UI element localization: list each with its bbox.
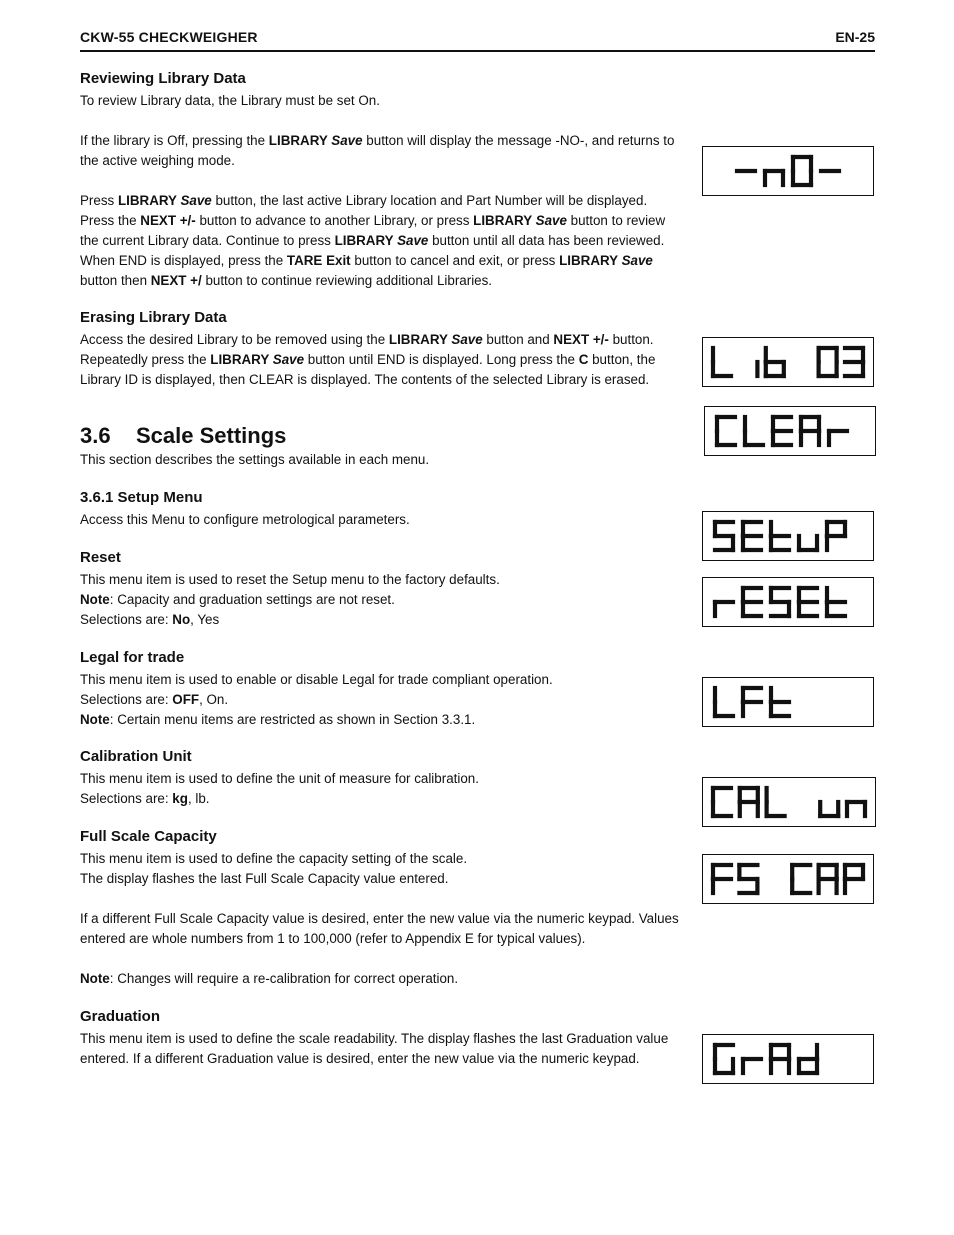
lcd-display-grad bbox=[702, 1034, 874, 1084]
lcd-char bbox=[799, 536, 817, 550]
lcd-display-reset bbox=[702, 577, 874, 627]
lcd-char bbox=[847, 802, 865, 816]
lcd-char bbox=[715, 522, 733, 550]
section-number: 3.6 bbox=[80, 423, 111, 448]
lcd-char bbox=[771, 1045, 789, 1073]
lcd-segments bbox=[703, 512, 873, 560]
lcd-segments bbox=[705, 407, 875, 455]
lcd-segments bbox=[703, 678, 873, 726]
lcd-display-clear bbox=[704, 406, 876, 456]
lcd-segments bbox=[703, 855, 873, 903]
lcd-char bbox=[766, 348, 784, 376]
lcd-char bbox=[771, 688, 789, 716]
heading-legal-for-trade: Legal for trade bbox=[80, 649, 185, 666]
lcd-display-no bbox=[702, 146, 874, 196]
lcd-segments bbox=[703, 778, 875, 826]
scale-settings-paragraph: This section describes the settings available in each menu. bbox=[80, 452, 430, 467]
lcd-char bbox=[819, 865, 837, 893]
lcd-char bbox=[743, 522, 761, 550]
lcd-char bbox=[827, 588, 845, 616]
lcd-char bbox=[713, 788, 731, 816]
lcd-char bbox=[792, 865, 810, 893]
lcd-char bbox=[715, 1045, 733, 1073]
lcd-char bbox=[743, 1059, 761, 1073]
lcd-char bbox=[845, 348, 863, 376]
lcd-char bbox=[793, 157, 811, 185]
lcd-display-setup bbox=[702, 511, 874, 561]
lcd-char bbox=[740, 788, 758, 816]
lcd-char bbox=[743, 688, 761, 716]
lcd-display-fs-cap bbox=[702, 854, 874, 904]
section-title: Scale Settings bbox=[136, 423, 287, 448]
heading-scale-settings bbox=[80, 423, 286, 449]
lcd-char bbox=[773, 417, 791, 445]
heading-reviewing-library-data: Reviewing Library Data bbox=[80, 70, 246, 87]
page-number: EN-25 bbox=[835, 29, 875, 45]
heading-calibration-unit: Calibration Unit bbox=[80, 748, 192, 765]
lcd-char bbox=[829, 431, 847, 445]
lcd-char bbox=[745, 417, 763, 445]
erasing-paragraph: Access the desired Library to be removed using the LIBRARY Save button and NEXT +/- button. Repeatedly press the LIBRARY Save button until END is displayed. Long press the C button, the Library ID is displayed, then CLEAR is displayed. The contents of the selected Library is erased. bbox=[80, 332, 656, 387]
lcd-char bbox=[819, 348, 837, 376]
lcd-char bbox=[767, 788, 785, 816]
lcd-char bbox=[827, 522, 845, 550]
graduation-paragraph: This menu item is used to define the scale readability. The display flashes the last Graduation value entered. If a different Graduation value is desired, enter the new value via the numeric keypad. bbox=[80, 1031, 669, 1066]
heading-graduation: Graduation bbox=[80, 1008, 161, 1025]
lcd-char bbox=[765, 171, 783, 185]
lcd-char bbox=[739, 865, 757, 893]
lcd-segments bbox=[703, 578, 873, 626]
legal-paragraph: This menu item is used to enable or disable Legal for trade compliant operation. Selections are: OFF, On. Note: Certain menu items are restricted as shown in Section 3.3.1. bbox=[80, 672, 553, 727]
calibration-unit-paragraph: This menu item is used to define the unit of measure for calibration. Selections are: kg, lb. bbox=[80, 771, 479, 806]
setup-menu-paragraph: Access this Menu to configure metrological parameters. bbox=[80, 512, 410, 527]
fs-capacity-paragraph-2: If a different Full Scale Capacity value is desired, enter the new value via the numeric keypad. Values entered are whole numbers from 1 to 100,000 (refer to Appendix E for typical values). bbox=[80, 911, 679, 946]
lcd-char bbox=[771, 522, 789, 550]
lcd-char bbox=[715, 602, 733, 616]
lcd-char bbox=[845, 865, 863, 893]
lcd-char bbox=[820, 802, 838, 816]
lcd-segments bbox=[703, 1035, 873, 1083]
fs-capacity-note: Note: Changes will require a re-calibration for correct operation. bbox=[80, 971, 459, 986]
fs-capacity-paragraph-1: This menu item is used to define the capacity setting of the scale. The display flashes the last Full Scale Capacity value entered. bbox=[80, 851, 468, 886]
lcd-char bbox=[715, 688, 733, 716]
lcd-char bbox=[801, 417, 819, 445]
lcd-char bbox=[713, 865, 731, 893]
lcd-segments bbox=[703, 338, 873, 386]
reviewing-paragraph-3: Press LIBRARY Save button, the last active Library location and Part Number will be displayed. Press the NEXT +/- button to advance to another Library, or press LIBRARY Save button to review the current Library data. Continue to press LIBRARY Save button until all data has been reviewed. When END is displayed, press the TARE Exit button to cancel and exit, or press LIBRARY Save button then NEXT +/ button to continue reviewing additional Libraries. bbox=[80, 193, 666, 288]
page-header bbox=[80, 28, 875, 52]
document-title: CKW-55 CHECKWEIGHER bbox=[80, 29, 258, 45]
heading-reset: Reset bbox=[80, 549, 121, 566]
lcd-display-lft bbox=[702, 677, 874, 727]
reset-paragraph: This menu item is used to reset the Setup menu to the factory defaults. Note: Capacity and graduation settings are not reset. Selections are: No, Yes bbox=[80, 572, 500, 627]
reviewing-paragraph-2: If the library is Off, pressing the LIBRARY Save button will display the message -NO-, and returns to the active weighing mode. bbox=[80, 133, 675, 168]
heading-setup-menu: 3.6.1 Setup Menu bbox=[80, 489, 203, 506]
lcd-char bbox=[771, 588, 789, 616]
lcd-char bbox=[743, 588, 761, 616]
lcd-char bbox=[799, 588, 817, 616]
lcd-char bbox=[713, 348, 731, 376]
lcd-char bbox=[717, 417, 735, 445]
reviewing-paragraph-1: To review Library data, the Library must be set On. bbox=[80, 93, 380, 108]
lcd-segments bbox=[703, 147, 873, 195]
heading-erasing-library-data: Erasing Library Data bbox=[80, 309, 227, 326]
lcd-char bbox=[799, 1045, 817, 1073]
lcd-display-lib bbox=[702, 337, 874, 387]
lcd-display-cal-un bbox=[702, 777, 876, 827]
heading-full-scale-capacity: Full Scale Capacity bbox=[80, 828, 217, 845]
